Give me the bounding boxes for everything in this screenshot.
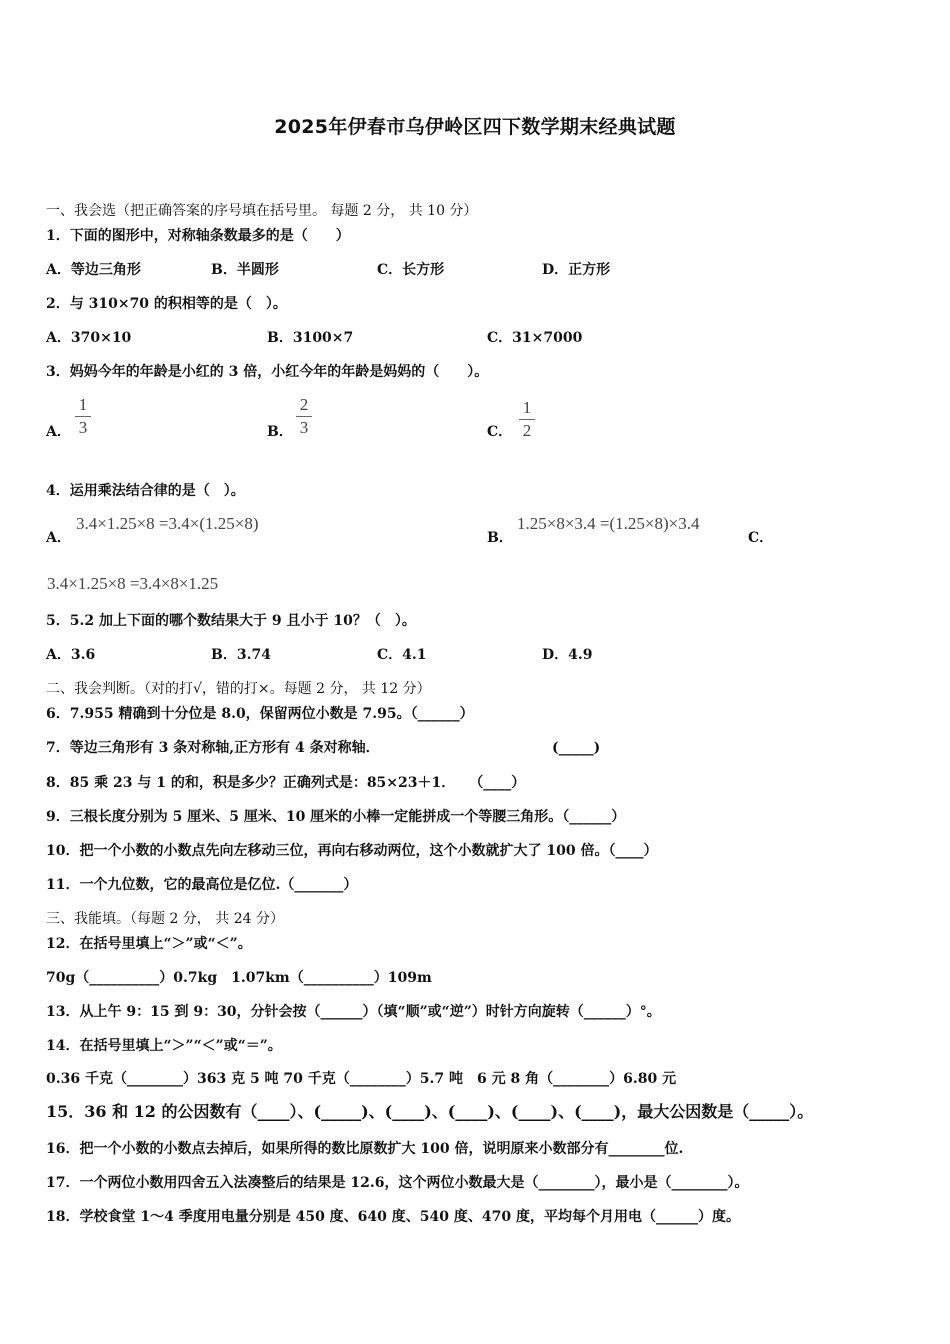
q4-expression-b: 1.25×8×3.4 =(1.25×8)×3.4 [517, 514, 700, 533]
fraction-bar [75, 416, 91, 417]
q3-fraction-a [75, 396, 91, 437]
q2-option-c: C．31×7000 [487, 330, 583, 346]
q5-option-d: D．4.9 [542, 647, 593, 663]
question-12: 12．在括号里填上“＞”或“＜”。 [46, 936, 252, 952]
question-9: 9．三根长度分别为 5 厘米、5 厘米、10 厘米的小棒一定能拼成一个等腰三角形。（______） [46, 809, 626, 825]
question-5: 5．5.2 加上下面的哪个数结果大于 9 且小于 10？（ ）。 [46, 613, 416, 629]
fraction-denominator: 2 [522, 421, 532, 440]
question-2: 2．与 310×70 的积相等的是（ ）。 [46, 296, 287, 312]
q3-label-b: B． [267, 424, 293, 440]
fraction-numerator: 2 [299, 395, 309, 414]
section3-heading: 三、我能填。（每题 2 分， 共 24 分） [46, 911, 284, 927]
fraction-denominator: 3 [299, 418, 309, 437]
question-11: 11．一个九位数，它的最高位是亿位.（_______） [46, 877, 358, 893]
q3-label-a: A． [46, 424, 71, 440]
q4-label-c: C． [748, 530, 774, 546]
q4-label-b: B． [487, 530, 513, 546]
question-1: 1．下面的图形中，对称轴条数最多的是（ ） [46, 228, 350, 244]
question-13: 13．从上午 9：15 到 9：30，分针会按（______）（填“顺”或“逆”）时针方向旋转（______）°。 [46, 1004, 661, 1020]
question-12-items: 70g（__________）0.7kg 1.07km（__________）109m [46, 970, 432, 986]
q1-option-d: D．正方形 [542, 262, 611, 278]
q3-label-c: C． [487, 424, 513, 440]
q4-expression-c: 3.4×1.25×8 =3.4×8×1.25 [47, 574, 219, 593]
fraction-bar [296, 416, 312, 417]
q2-option-a: A．370×10 [46, 330, 132, 346]
question-15: 15．36 和 12 的公因数有（____）、(_____)、(____)、(____)、(____)、(____)，最大公因数是（_____）。 [46, 1102, 814, 1121]
question-18: 18．学校食堂 1～4 季度用电量分别是 450 度、640 度、540 度、470 度，平均每个月用电（______）度。 [46, 1209, 740, 1225]
q7-answer-blank: (_____) [552, 740, 601, 756]
q1-option-c: C．长方形 [377, 262, 445, 278]
fraction-denominator: 3 [78, 418, 88, 437]
section2-heading: 二、我会判断。（对的打√，错的打×。每题 2 分， 共 12 分） [46, 681, 431, 697]
section1-heading: 一、我会选（把正确答案的序号填在括号里。 每题 2 分， 共 10 分） [46, 203, 478, 219]
question-14: 14．在括号里填上“＞”“＜”或“＝”。 [46, 1038, 282, 1054]
question-6: 6．7.955 精确到十分位是 8.0，保留两位小数是 7.95。（______） [46, 706, 474, 722]
question-7: 7．等边三角形有 3 条对称轴,正方形有 4 条对称轴． [46, 740, 380, 756]
page-title: 2025年伊春市乌伊岭区四下数学期末经典试题 [274, 116, 676, 138]
q5-option-a: A．3.6 [46, 647, 96, 663]
question-4: 4．运用乘法结合律的是（ ）。 [46, 483, 245, 499]
q5-option-b: B．3.74 [211, 647, 271, 663]
q1-option-a: A．等边三角形 [46, 262, 141, 278]
q2-option-b: B．3100×7 [267, 330, 354, 346]
fraction-bar [519, 419, 535, 420]
q3-fraction-c [519, 399, 535, 440]
q4-label-a: A． [46, 530, 71, 546]
question-14-items: 0.36 千克（________）363 克 5 吨 70 千克（________）5.7 吨 6 元 8 角（________）6.80 元 [46, 1071, 677, 1087]
question-3: 3．妈妈今年的年龄是小红的 3 倍，小红今年的年龄是妈妈的（ ）。 [46, 364, 489, 380]
question-17: 17．一个两位小数用四舍五入法凑整后的结果是 12.6，这个两位小数最大是（________），最小是（________）。 [46, 1175, 749, 1191]
q1-option-b: B．半圆形 [211, 262, 279, 278]
q5-option-c: C．4.1 [377, 647, 427, 663]
question-16: 16．把一个小数的小数点去掉后，如果所得的数比原数扩大 100 倍，说明原来小数部分有________位. [46, 1141, 684, 1157]
q3-fraction-b [296, 396, 312, 437]
fraction-numerator: 1 [522, 398, 532, 417]
q4-expression-a: 3.4×1.25×8 =3.4×(1.25×8) [76, 514, 259, 533]
fraction-numerator: 1 [78, 395, 88, 414]
question-10: 10．把一个小数的小数点先向左移动三位，再向右移动两位，这个小数就扩大了 100 倍。（____） [46, 843, 658, 859]
question-8: 8．85 乘 23 与 1 的和，积是多少？正确列式是：85×23＋1． （____） [46, 775, 526, 791]
